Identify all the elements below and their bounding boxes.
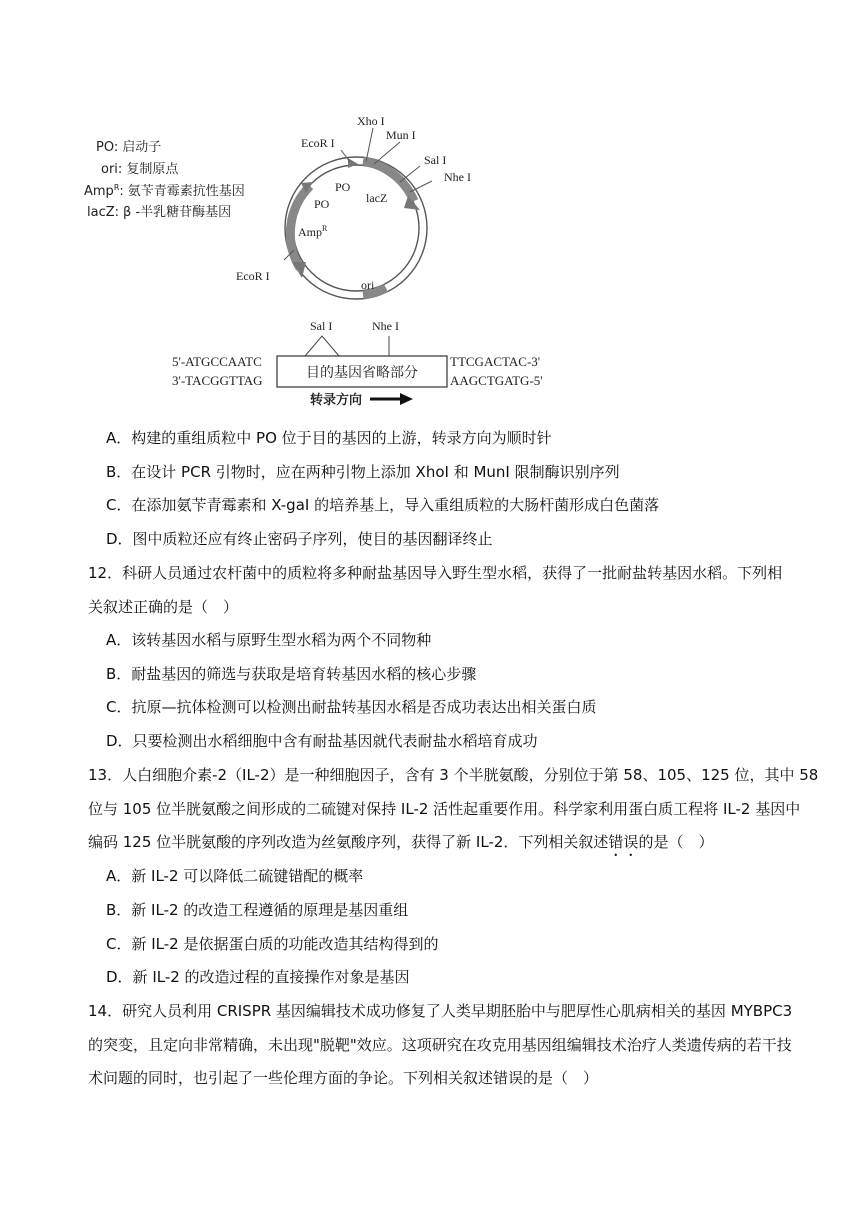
q13-option-a: A．新 IL-2 可以降低二硫键错配的概率	[106, 867, 364, 885]
seq-left-top: 5'-ATGCCAATC	[172, 354, 262, 369]
q13-option-d: D．新 IL-2 的改造过程的直接操作对象是基因	[106, 968, 410, 986]
gene-nhe1-label: Nhe I	[372, 319, 399, 333]
q12-option-d: D．只要检测出水稻细胞中含有耐盐基因就代表耐盐水稻培育成功	[106, 732, 538, 750]
q14-stem-line1: 14．研究人员利用 CRISPR 基因编辑技术成功修复了人类早期胚胎中与肥厚性心肌病相关的基因 MYBPC3	[88, 1002, 793, 1020]
q13-stem-line3-pre: 编码 125 位半胱氨酸的序列改造为丝氨酸序列，获得了新 IL-2．下列相关叙述	[88, 833, 609, 851]
q11-option-b: B．在设计 PCR 引物时，应在两种引物上添加 XhoI 和 MunI 限制酶识别序列	[106, 463, 620, 481]
q11-option-d: D．图中质粒还应有终止密码子序列，使目的基因翻译终止	[106, 530, 493, 548]
sal1-label: Sal I	[424, 153, 447, 167]
legend-lacz: lacZ: β -半乳糖苷酶基因	[87, 205, 232, 220]
legend-amp: Amp$^R$: 氨苄青霉素抗性基因	[84, 183, 245, 199]
q14-stem-line3: 术问题的同时，也引起了一些伦理方面的争论。下列相关叙述错误的是（ ）	[88, 1069, 599, 1087]
xho1-label: Xho I	[357, 114, 385, 128]
q12-stem-line2: 关叙述正确的是（ ）	[88, 598, 239, 616]
q13-stem-line1: 13．人白细胞介素-2（IL-2）是一种细胞因子，含有 3 个半胱氨酸，分别位于第 58、105、125 位，其中 58	[88, 766, 819, 784]
q13-stem-line3	[88, 832, 713, 860]
gene-box-text: 目的基因省略部分	[306, 365, 418, 381]
q13-stem-line3-post: 的是（ ）	[638, 833, 714, 851]
amp-label: Amp$^R$	[298, 224, 328, 239]
legend-ori: ori: 复制原点	[101, 162, 179, 177]
ecor1-top-label: EcoR I	[301, 136, 335, 150]
q12-option-b: B．耐盐基因的筛选与获取是培育转基因水稻的核心步骤	[106, 665, 477, 683]
po-label-1: PO	[335, 180, 351, 194]
q13-emphasis-wrong: 错误	[608, 833, 639, 851]
plasmid-figure	[0, 0, 860, 420]
q12-stem-line1: 12．科研人员通过农杆菌中的质粒将多种耐盐基因导入野生型水稻，获得了一批耐盐转基因水稻。下列相	[88, 564, 783, 582]
plasmid-labels	[236, 114, 471, 292]
q14-stem-line2: 的突变，且定向非常精确，未出现"脱靶"效应。这项研究在攻克用基因组编辑技术治疗人类遗传病的若干技	[88, 1036, 792, 1054]
nhe1-label: Nhe I	[444, 170, 471, 184]
seq-right-top: TTCGACTAC-3'	[450, 354, 541, 369]
q11-option-c: C．在添加氨苄青霉素和 X-gaI 的培养基上，导入重组质粒的大肠杆菌形成白色菌落	[106, 496, 660, 514]
legend	[84, 139, 245, 220]
mun1-label: Mun I	[386, 128, 416, 142]
q12-option-c: C．抗原—抗体检测可以检测出耐盐转基因水稻是否成功表达出相关蛋白质	[106, 698, 597, 716]
q12-option-a: A．该转基因水稻与原野生型水稻为两个不同物种	[106, 631, 432, 649]
ori-label: ori	[361, 278, 375, 292]
target-gene-diagram	[172, 319, 543, 408]
lacz-label: lacZ	[366, 191, 388, 205]
gene-sal1-label: Sal I	[310, 319, 333, 333]
transcription-direction-label: 转录方向	[310, 393, 363, 408]
ecor1-left-label: EcoR I	[236, 269, 270, 283]
q11-option-a: A．构建的重组质粒中 PO 位于目的基因的上游，转录方向为顺时针	[106, 429, 552, 447]
q13-option-b: B．新 IL-2 的改造工程遵循的原理是基因重组	[106, 901, 409, 919]
po-label-2: PO	[314, 197, 330, 211]
seq-left-bottom: 3'-TACGGTTAG	[172, 373, 263, 388]
seq-right-bottom: AAGCTGATG-5'	[450, 373, 543, 388]
q13-stem-line2: 位与 105 位半胱氨酸之间形成的二硫键对保持 IL-2 活性起重要作用。科学家利用蛋白质工程将 IL-2 基因中	[88, 800, 801, 818]
legend-po: PO: 启动子	[96, 140, 162, 155]
q13-option-c: C．新 IL-2 是依据蛋白质的功能改造其结构得到的	[106, 935, 439, 953]
